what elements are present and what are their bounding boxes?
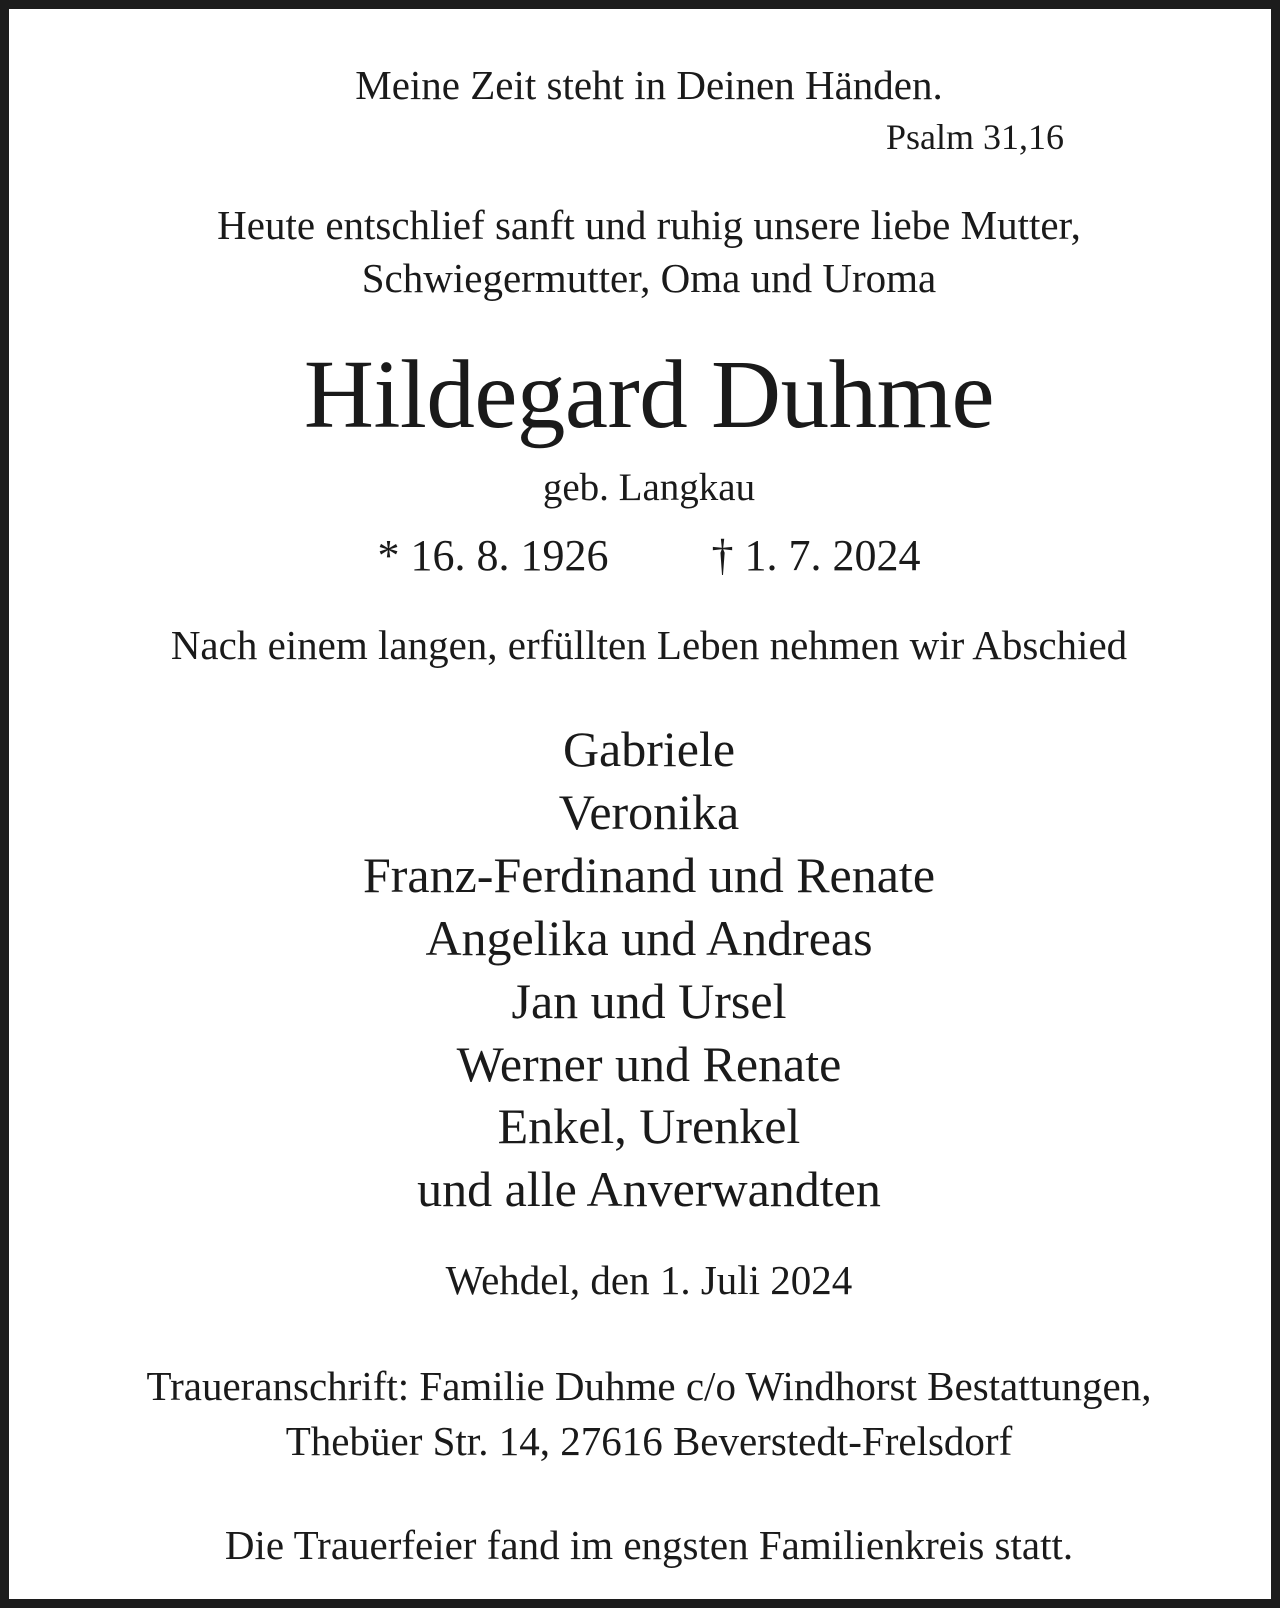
mourner-name: Enkel, Urenkel (497, 1098, 801, 1154)
mourner-name: Werner und Renate (456, 1036, 842, 1092)
mourning-address-line-2: Thebüer Str. 14, 27616 Beverstedt-Frelsdorf (285, 1418, 1013, 1464)
intro-text-line-1: Heute entschlief sanft und ruhig unsere liebe Mutter, (217, 202, 1081, 248)
mourner-name: und alle Anverwandten (417, 1161, 881, 1217)
mourner-name: Jan und Ursel (511, 973, 787, 1029)
birth-date: * 16. 8. 1926 (377, 531, 609, 580)
maiden-name: geb. Langkau (542, 466, 756, 509)
mourner-name: Veronika (558, 784, 740, 840)
deceased-name: Hildegard Duhme (303, 341, 995, 448)
verse-quote: Meine Zeit steht in Deinen Händen. (355, 62, 943, 108)
mourner-name: Gabriele (562, 721, 736, 777)
mourner-name: Angelika und Andreas (425, 910, 873, 966)
death-date: † 1. 7. 2024 (711, 531, 921, 580)
mourning-address-line-1: Traueranschrift: Familie Duhme c/o Windhorst Bestattungen, (146, 1363, 1152, 1409)
farewell-text: Nach einem langen, erfüllten Leben nehmen wir Abschied (170, 622, 1128, 668)
life-dates (9, 531, 1280, 580)
intro-text-line-2: Schwiegermutter, Oma und Uroma (361, 255, 937, 301)
ceremony-note: Die Trauerfeier fand im engsten Familienkreis statt. (224, 1522, 1074, 1568)
verse-reference: Psalm 31,16 (885, 117, 1064, 157)
place-and-date: Wehdel, den 1. Juli 2024 (445, 1257, 853, 1303)
mourner-name: Franz-Ferdinand und Renate (362, 847, 936, 903)
